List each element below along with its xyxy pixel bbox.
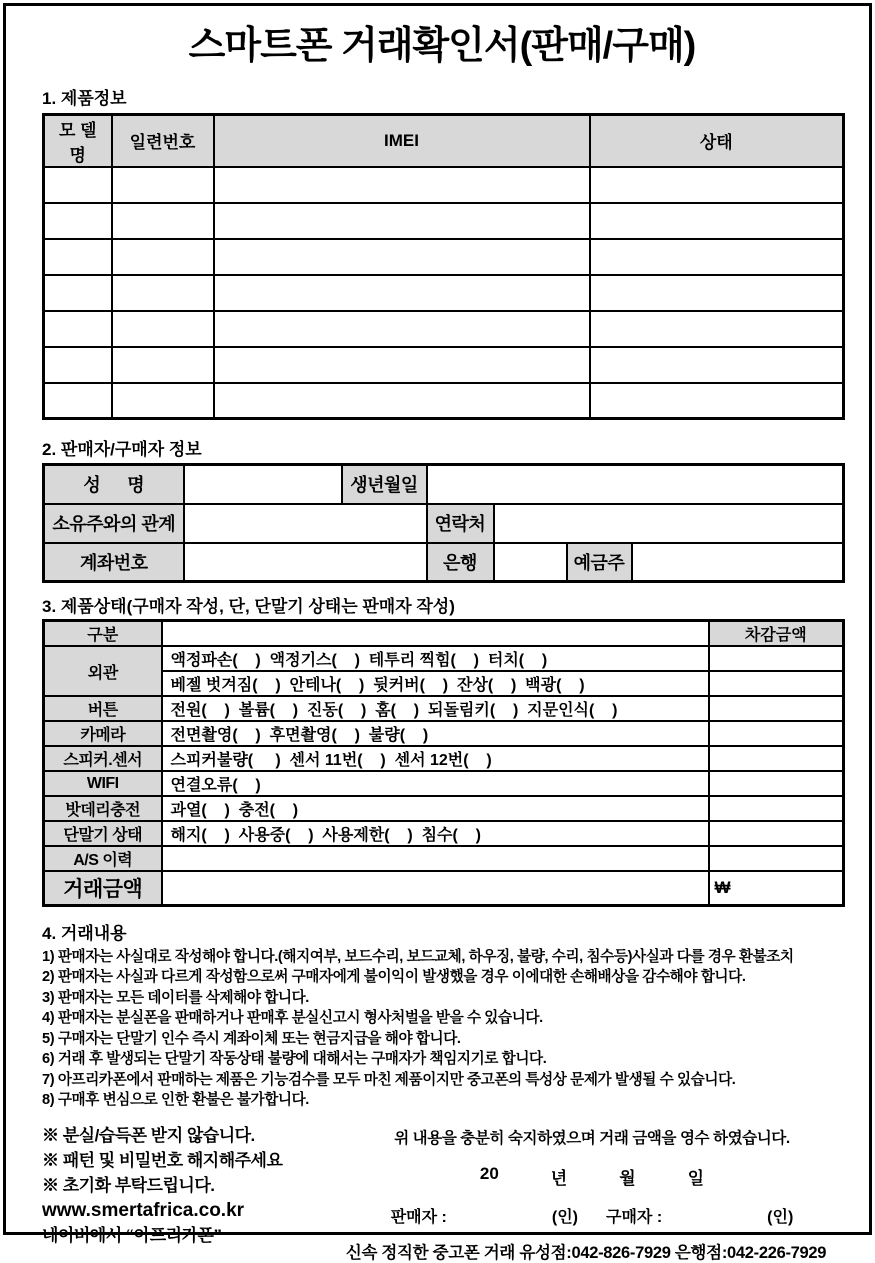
label-exterior: 외관 — [44, 646, 162, 696]
condition-row-price — [44, 871, 844, 905]
condition-row-exterior-1 — [44, 646, 844, 671]
website-url: www.smertafrica.co.kr — [42, 1199, 245, 1221]
product-row — [44, 167, 844, 203]
terms-item: 3) 판매자는 모든 데이터를 삭제해야 합니다. — [42, 989, 309, 1006]
date-prefix: 20 — [479, 1163, 499, 1183]
product-table-header — [44, 114, 844, 167]
col-header-imei: IMEI — [214, 114, 590, 167]
signature-line — [342, 1204, 842, 1227]
label-birth: 생년월일 — [342, 465, 427, 504]
label-name: 성 명 — [44, 465, 184, 504]
field-name — [184, 465, 342, 504]
field-contact — [494, 504, 844, 543]
buyer-seal: (인) — [767, 1208, 794, 1226]
terms-list — [42, 947, 842, 1111]
store-contact-line: 신속 정직한 중고폰 거래 유성점:042-826-7929 은행점:042-226-7929 — [345, 1243, 827, 1262]
condition-row-exterior-2 — [44, 671, 844, 696]
section1-heading: 1. 제품정보 — [42, 88, 127, 108]
page-title: 스마트폰 거래확인서(판매/구매) — [188, 25, 696, 67]
deduction-cell — [709, 846, 844, 871]
terms-item: 7) 아프리카폰에서 판매하는 제품은 기능검수를 모두 마친 제품이지만 중고폰의 특성상 문제가 발생될 수 있습니다. — [42, 1071, 736, 1088]
exterior-line-1: 액정파손( ) 액정기스( ) 테투리 찍힘( ) 터치( ) — [162, 646, 709, 671]
field-account — [184, 543, 427, 582]
label-device-status: 단말기 상태 — [44, 821, 162, 846]
footer-signature-block — [342, 1123, 842, 1263]
product-row — [44, 383, 844, 419]
label-bank: 은행 — [427, 543, 494, 582]
label-speaker-sensor: 스피커.센서 — [44, 746, 162, 771]
terms-item: 6) 거래 후 발생되는 단말기 작동상태 불량에 대해서는 구매자가 책임지기로 합니다. — [42, 1051, 547, 1068]
date-year: 년 — [550, 1168, 568, 1188]
won-sign: ₩ — [709, 871, 844, 905]
label-contact: 연락처 — [427, 504, 494, 543]
speaker-line: 스피커불량( ) 센서 11번( ) 센서 12번( ) — [162, 746, 709, 771]
footer-note: ※ 초기화 부탁드립니다. — [42, 1175, 215, 1195]
label-as-history: A/S 이력 — [44, 846, 162, 871]
exterior-line-2: 베젤 벗겨짐( ) 안테나( ) 뒷커버( ) 잔상( ) 백광( ) — [162, 671, 709, 696]
terms-item: 8) 구매후 변심으로 인한 환불은 불가합니다. — [42, 1092, 309, 1109]
field-holder — [632, 543, 844, 582]
row-name-birth — [44, 465, 844, 504]
terms-item: 1) 판매자는 사실대로 작성해야 합니다.(해지여부, 보드수리, 보드교체, 하우징, 불량, 수리, 침수등)사실과 다를 경우 환불조치 — [42, 948, 794, 965]
label-relation: 소유주와의 관계 — [44, 504, 184, 543]
deduction-cell — [709, 696, 844, 721]
naver-search-hint: 네이버에서 “아프리카폰” — [42, 1225, 222, 1245]
wifi-line: 연결오류( ) — [162, 771, 709, 796]
footer-note: ※ 패턴 및 비밀번호 해지해주세요 — [42, 1150, 283, 1170]
seller-buyer-table — [42, 463, 845, 583]
col-header-serial: 일련번호 — [112, 114, 214, 167]
label-wifi: WIFI — [44, 771, 162, 796]
battery-line: 과열( ) 충전( ) — [162, 796, 709, 821]
row-account-bank — [44, 543, 844, 582]
label-camera: 카메라 — [44, 721, 162, 746]
button-line: 전원( ) 볼륨( ) 진동( ) 홈( ) 되돌림키( ) 지문인식( ) — [162, 696, 709, 721]
seller-seal: (인) — [551, 1208, 578, 1226]
label-deduction: 차감금액 — [709, 621, 844, 647]
col-header-status: 상태 — [590, 114, 844, 167]
condition-row-as-history — [44, 846, 844, 871]
col-header-model: 모 델 명 — [44, 114, 112, 167]
condition-table — [42, 619, 845, 907]
product-info-table — [42, 113, 845, 421]
form-page — [42, 24, 842, 1263]
label-button: 버튼 — [44, 696, 162, 721]
camera-line: 전면촬영( ) 후면촬영( ) 불량( ) — [162, 721, 709, 746]
label-price: 거래금액 — [44, 871, 162, 905]
deduction-cell — [709, 721, 844, 746]
product-row — [44, 239, 844, 275]
field-birth — [427, 465, 844, 504]
product-row — [44, 275, 844, 311]
seller-label: 판매자 : — [390, 1208, 447, 1226]
price-field — [162, 871, 709, 905]
condition-row-device-status — [44, 821, 844, 846]
date-day: 일 — [687, 1168, 705, 1188]
header-spacer — [162, 621, 709, 647]
product-row — [44, 203, 844, 239]
row-relation-contact — [44, 504, 844, 543]
deduction-cell — [709, 671, 844, 696]
condition-row-button — [44, 696, 844, 721]
section3-heading: 3. 제품상태(구매자 작성, 단, 단말기 상태는 판매자 작성) — [42, 597, 455, 617]
date-month: 월 — [619, 1168, 636, 1188]
footer-notes — [42, 1123, 342, 1263]
terms-item: 5) 구매자는 단말기 인수 즉시 계좌이체 또는 현금지급을 해야 합니다. — [42, 1030, 461, 1047]
date-line — [342, 1164, 842, 1189]
as-history-line — [162, 846, 709, 871]
terms-item: 2) 판매자는 사실과 다르게 작성함으로써 구매자에게 불이익이 발생했을 경우 이에대한 손해배상을 감수해야 합니다. — [42, 969, 746, 986]
product-row — [44, 311, 844, 347]
label-battery: 밧데리충전 — [44, 796, 162, 821]
deduction-cell — [709, 771, 844, 796]
section2-heading: 2. 판매자/구매자 정보 — [42, 440, 202, 460]
label-category: 구분 — [44, 621, 162, 647]
field-relation — [184, 504, 427, 543]
deduction-cell — [709, 796, 844, 821]
footer-note: ※ 분실/습득폰 받지 않습니다. — [42, 1125, 255, 1145]
device-status-line: 해지( ) 사용중( ) 사용제한( ) 침수( ) — [162, 821, 709, 846]
deduction-cell — [709, 821, 844, 846]
receipt-statement: 위 내용을 충분히 숙지하였으며 거래 금액을 영수 하였습니다. — [394, 1129, 790, 1147]
condition-row-speaker-sensor — [44, 746, 844, 771]
label-account: 계좌번호 — [44, 543, 184, 582]
deduction-cell — [709, 646, 844, 671]
footer — [42, 1123, 842, 1263]
condition-row-camera — [44, 721, 844, 746]
deduction-cell — [709, 746, 844, 771]
product-row — [44, 347, 844, 383]
condition-row-wifi — [44, 771, 844, 796]
label-holder: 예금주 — [567, 543, 632, 582]
condition-header-row — [44, 621, 844, 647]
buyer-label: 구매자 : — [606, 1208, 663, 1226]
field-bank — [494, 543, 567, 582]
condition-row-battery — [44, 796, 844, 821]
terms-item: 4) 판매자는 분실폰을 판매하거나 판매후 분실신고시 형사처벌을 받을 수 있습니다. — [42, 1010, 543, 1027]
section4-heading: 4. 거래내용 — [42, 923, 127, 943]
